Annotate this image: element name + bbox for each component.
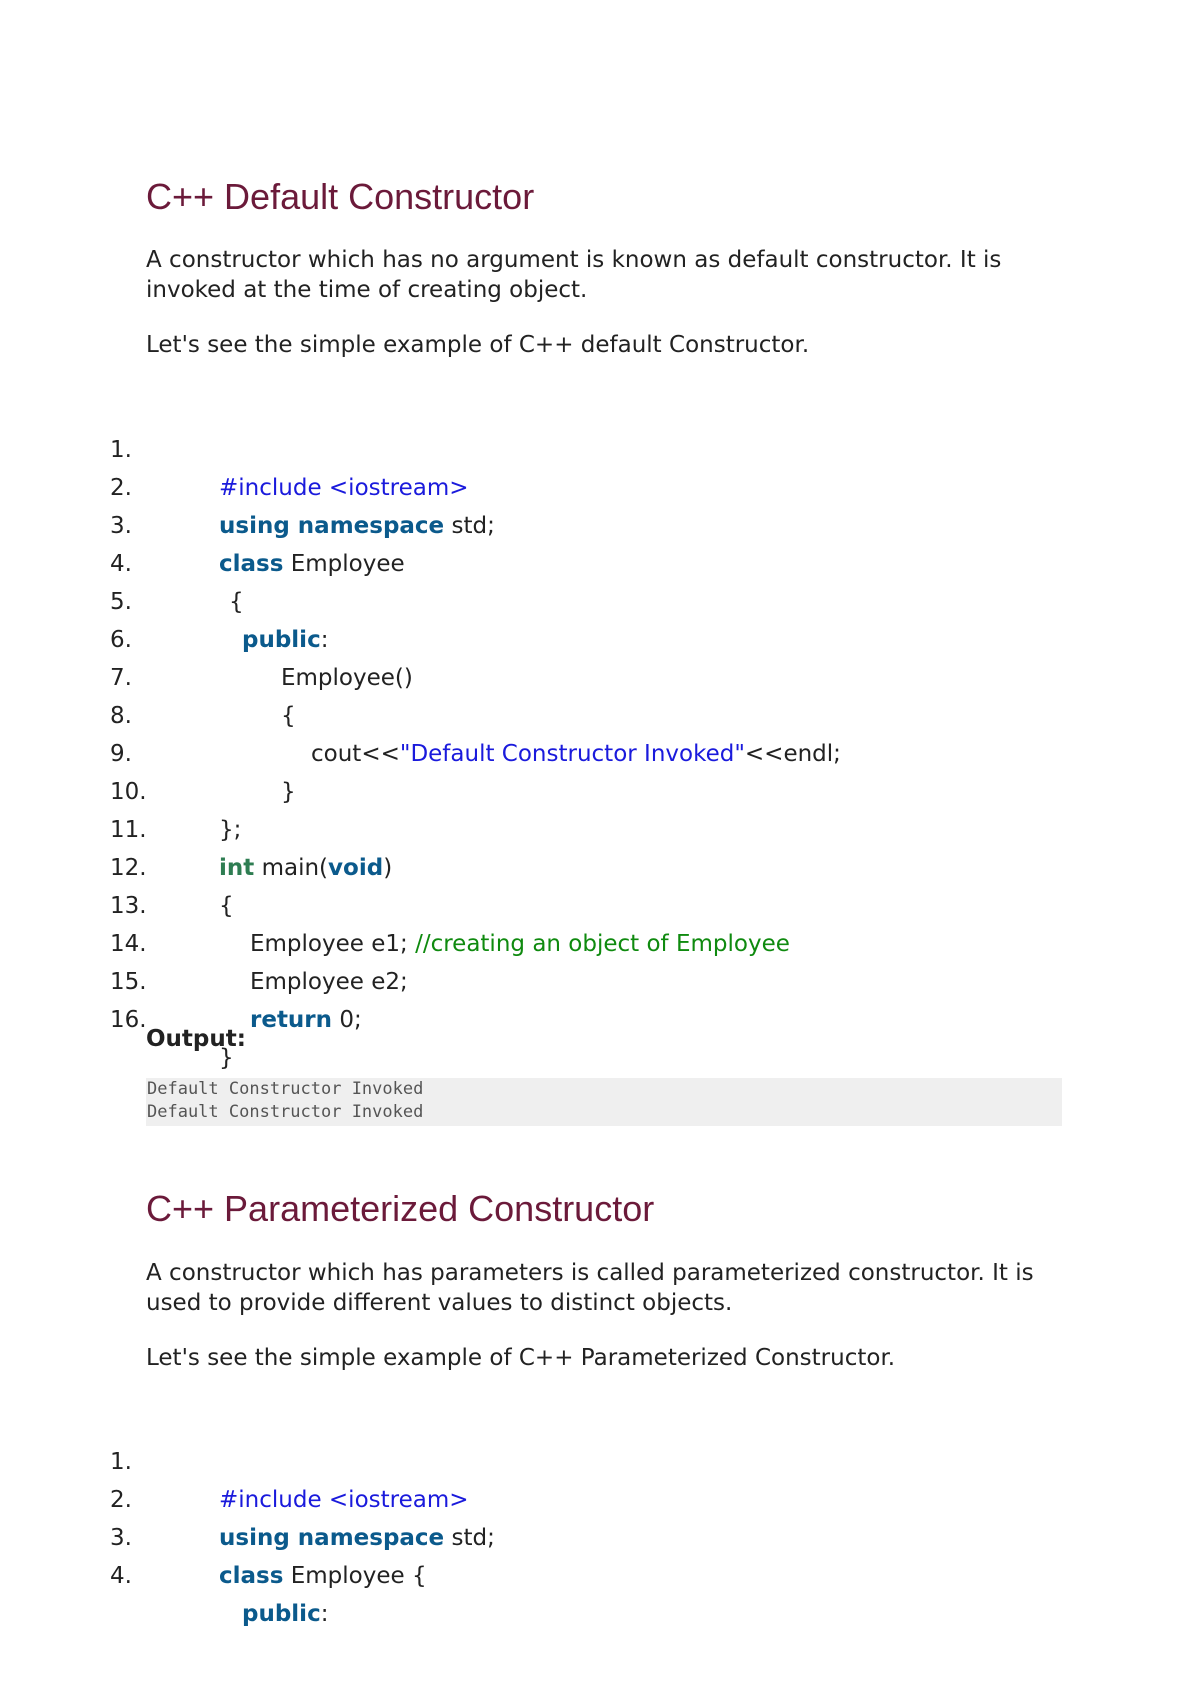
keyword: public	[242, 627, 321, 653]
type-keyword: int	[219, 855, 255, 881]
keyword: void	[328, 855, 384, 881]
example-intro-paragraph: Let's see the simple example of C++ Parameterized Constructor.	[146, 1345, 896, 1371]
code-text: main(	[254, 855, 329, 881]
code-text: Employee()	[281, 665, 413, 691]
line-number: 1.	[110, 1449, 132, 1475]
section-heading-parameterized-constructor: C++ Parameterized Constructor	[146, 1188, 655, 1229]
code-text: };	[219, 817, 242, 843]
code-text: Employee {	[283, 1563, 427, 1589]
code-line	[0, 1405, 1200, 1513]
keyword: using namespace	[219, 513, 445, 539]
code-text: <<endl;	[744, 741, 841, 767]
code-text: :	[320, 627, 329, 653]
code-text: Employee e2;	[250, 969, 408, 995]
code-text: Employee e1;	[250, 931, 416, 957]
code-text: {	[219, 893, 234, 919]
output-label: Output:	[146, 1026, 246, 1052]
line-number: 4.	[110, 551, 132, 577]
intro-paragraph: A constructor which has parameters is called parameterized constructor. It is used to provide different values to distinct objects.	[146, 1260, 1034, 1316]
line-number: 6.	[110, 627, 132, 653]
line-number: 14.	[110, 931, 147, 957]
example-intro-paragraph: Let's see the simple example of C++ default Constructor.	[146, 332, 810, 358]
keyword: class	[219, 1563, 284, 1589]
code-line	[0, 393, 1200, 501]
code-text: )	[383, 855, 393, 881]
code-text: 0;	[332, 1007, 362, 1033]
code-text: :	[320, 1601, 329, 1627]
keyword: public	[242, 1601, 321, 1627]
code-text: {	[229, 589, 244, 615]
line-number: 5.	[110, 589, 132, 615]
string-literal: "Default Constructor Invoked"	[399, 741, 745, 767]
preprocessor-directive: #include <iostream>	[219, 1487, 469, 1513]
line-number: 10.	[110, 779, 147, 805]
code-text: Employee	[283, 551, 405, 577]
line-number: 1.	[110, 437, 132, 463]
line-number: 15.	[110, 969, 147, 995]
keyword: class	[219, 551, 284, 577]
line-number: 2.	[110, 1487, 132, 1513]
output-line: Default Constructor Invoked	[147, 1102, 424, 1122]
code-text: }	[281, 779, 296, 805]
code-text: std;	[444, 513, 495, 539]
intro-paragraph: A constructor which has no argument is known as default constructor. It is invoked at the time of creating object.	[146, 247, 1002, 303]
code-listing-parameterized-constructor	[0, 1405, 1200, 1627]
line-number: 11.	[110, 817, 147, 843]
line-number: 8.	[110, 703, 132, 729]
line-number: 4.	[110, 1563, 132, 1589]
line-number: 12.	[110, 855, 147, 881]
line-number: 13.	[110, 893, 147, 919]
line-number: 3.	[110, 1525, 132, 1551]
line-number: 3.	[110, 513, 132, 539]
section-heading-default-constructor: C++ Default Constructor	[146, 176, 535, 217]
keyword: using namespace	[219, 1525, 445, 1551]
line-number: 2.	[110, 475, 132, 501]
line-number: 7.	[110, 665, 132, 691]
code-comment: //creating an object of Employee	[415, 931, 790, 957]
preprocessor-directive: #include <iostream>	[219, 475, 469, 501]
code-text: {	[281, 703, 296, 729]
keyword: return	[250, 1007, 333, 1033]
line-number: 9.	[110, 741, 132, 767]
code-line	[0, 659, 1200, 767]
code-text: cout<<	[311, 741, 400, 767]
output-box	[146, 1078, 1062, 1126]
output-line: Default Constructor Invoked	[147, 1079, 424, 1099]
line-number: 16.	[110, 1007, 147, 1033]
code-text: std;	[444, 1525, 495, 1551]
code-text: }	[219, 1045, 234, 1071]
code-line	[0, 545, 1200, 653]
